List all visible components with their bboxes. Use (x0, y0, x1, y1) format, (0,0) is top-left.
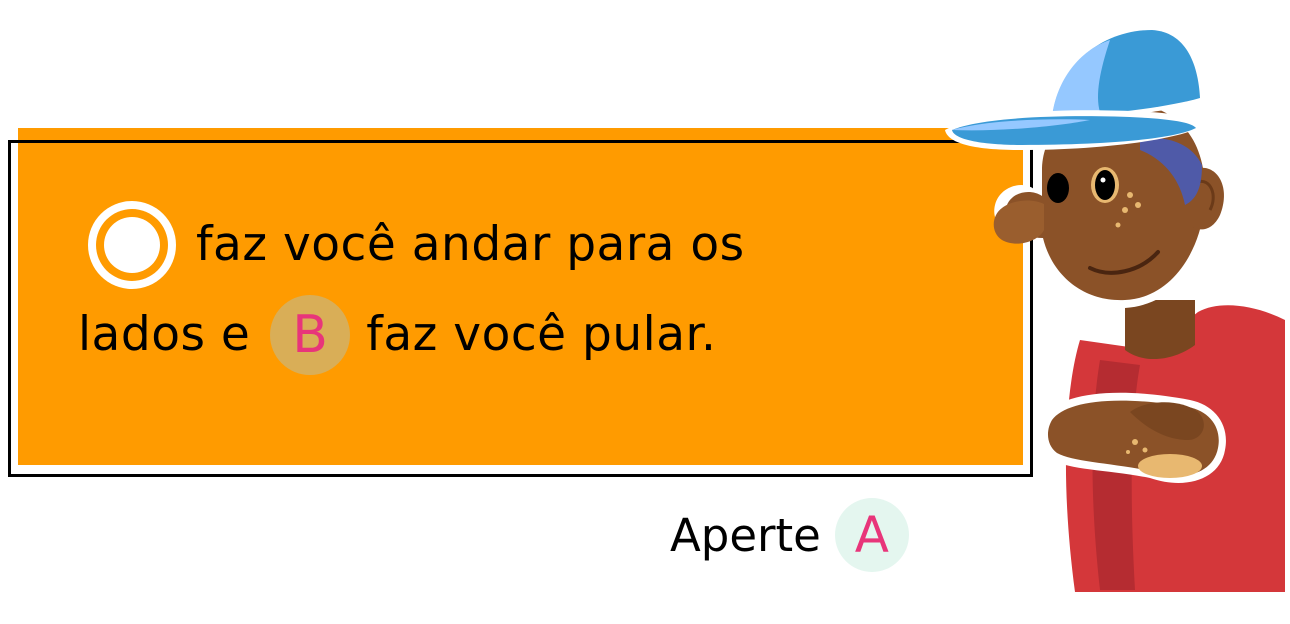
b-button-icon: B (270, 295, 350, 375)
dialog-line-2-suffix: faz você pular. (366, 307, 717, 362)
press-a-prompt[interactable] (670, 498, 909, 572)
a-button-icon[interactable]: A (835, 498, 909, 572)
dialog-line-1-text: faz você andar para os (196, 217, 745, 272)
dialog-text (78, 200, 998, 380)
dialog-line-2 (78, 290, 998, 380)
analog-stick-icon (84, 197, 180, 293)
dialog-line-1 (78, 200, 998, 290)
boy-character-illustration (940, 0, 1290, 620)
press-prompt-label: Aperte (670, 508, 821, 562)
dialog-line-2-prefix: lados e (78, 307, 251, 362)
